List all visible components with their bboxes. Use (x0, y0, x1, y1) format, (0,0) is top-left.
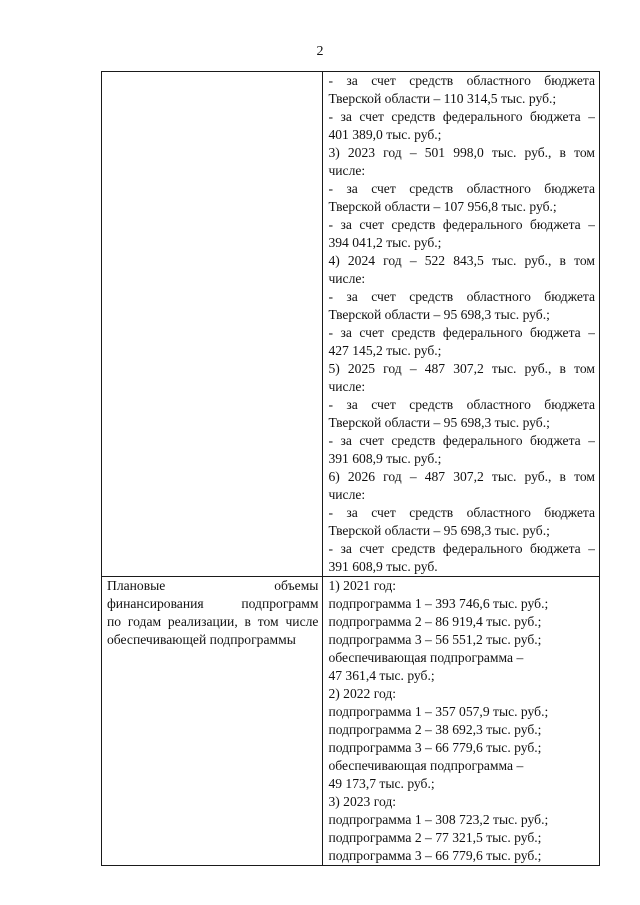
text-line: подпрограмма 1 – 393 746,6 тыс. руб.; (328, 596, 549, 611)
table-row-subprogram-funding (102, 577, 600, 866)
text-line: 47 361,4 тыс. руб.; (328, 668, 435, 683)
text-line: Тверской области – 107 956,8 тыс. руб.; (328, 199, 557, 214)
text-line: - за счет средств областного бюджета (328, 397, 595, 412)
text-line: 401 389,0 тыс. руб.; (328, 127, 442, 142)
text-line: Плановые объемы (107, 578, 319, 593)
text-line: 5) 2025 год – 487 307,2 тыс. руб., в том (328, 361, 595, 376)
text-line: - за счет средств федерального бюджета – (328, 109, 595, 124)
text-line: подпрограмма 1 – 357 057,9 тыс. руб.; (328, 704, 549, 719)
text-line: 3) 2023 год – 501 998,0 тыс. руб., в том (328, 145, 595, 160)
text-line: обеспечивающая подпрограмма – (328, 758, 524, 773)
text-line: по годам реализации, в том числе (107, 614, 319, 629)
text-line: 4) 2024 год – 522 843,5 тыс. руб., в том (328, 253, 595, 268)
text-line: Тверской области – 95 698,3 тыс. руб.; (328, 415, 550, 430)
text-line: 3) 2023 год: (328, 794, 397, 809)
text-line: 49 173,7 тыс. руб.; (328, 776, 435, 791)
text-line: Тверской области – 95 698,3 тыс. руб.; (328, 523, 550, 538)
text-line: Тверской области – 95 698,3 тыс. руб.; (328, 307, 550, 322)
text-line: числе: (328, 271, 366, 286)
text-line: подпрограмма 1 – 308 723,2 тыс. руб.; (328, 812, 549, 827)
text-line: обеспечивающей подпрограммы (107, 632, 296, 647)
text-line: числе: (328, 379, 366, 394)
text-line: - за счет средств федерального бюджета – (328, 217, 595, 232)
row1-right-cell (323, 72, 600, 577)
text-line: подпрограмма 2 – 86 919,4 тыс. руб.; (328, 614, 542, 629)
text-line: 6) 2026 год – 487 307,2 тыс. руб., в том (328, 469, 595, 484)
text-line: 394 041,2 тыс. руб.; (328, 235, 442, 250)
text-line: 1) 2021 год: (328, 578, 397, 593)
text-line: финансирования подпрограмм (107, 596, 319, 611)
text-line: подпрограмма 2 – 77 321,5 тыс. руб.; (328, 830, 542, 845)
table-row-budget-continuation (102, 72, 600, 577)
row2-right-cell (323, 577, 600, 866)
text-line: - за счет средств областного бюджета (328, 505, 595, 520)
text-line: 427 145,2 тыс. руб.; (328, 343, 442, 358)
text-line: подпрограмма 3 – 66 779,6 тыс. руб.; (328, 848, 542, 863)
text-line: числе: (328, 487, 366, 502)
text-line: - за счет средств федерального бюджета – (328, 325, 595, 340)
text-line: 391 608,9 тыс. руб. (328, 559, 438, 574)
text-line: 2) 2022 год: (328, 686, 397, 701)
text-line: - за счет средств областного бюджета (328, 289, 595, 304)
row1-left-cell (102, 72, 323, 577)
text-line: Тверской области – 110 314,5 тыс. руб.; (328, 91, 557, 106)
text-line: - за счет средств федерального бюджета – (328, 433, 595, 448)
page-number: 2 (316, 44, 324, 59)
text-line: - за счет средств областного бюджета (328, 73, 595, 88)
text-line: - за счет средств федерального бюджета – (328, 541, 595, 556)
text-line: числе: (328, 163, 366, 178)
text-line: подпрограмма 3 – 66 779,6 тыс. руб.; (328, 740, 542, 755)
text-line: подпрограмма 2 – 38 692,3 тыс. руб.; (328, 722, 542, 737)
text-line: - за счет средств областного бюджета (328, 181, 595, 196)
row2-left-cell (102, 577, 323, 866)
text-line: подпрограмма 3 – 56 551,2 тыс. руб.; (328, 632, 542, 647)
text-line: 391 608,9 тыс. руб.; (328, 451, 442, 466)
text-line: обеспечивающая подпрограмма – (328, 650, 524, 665)
financing-table (101, 71, 600, 866)
